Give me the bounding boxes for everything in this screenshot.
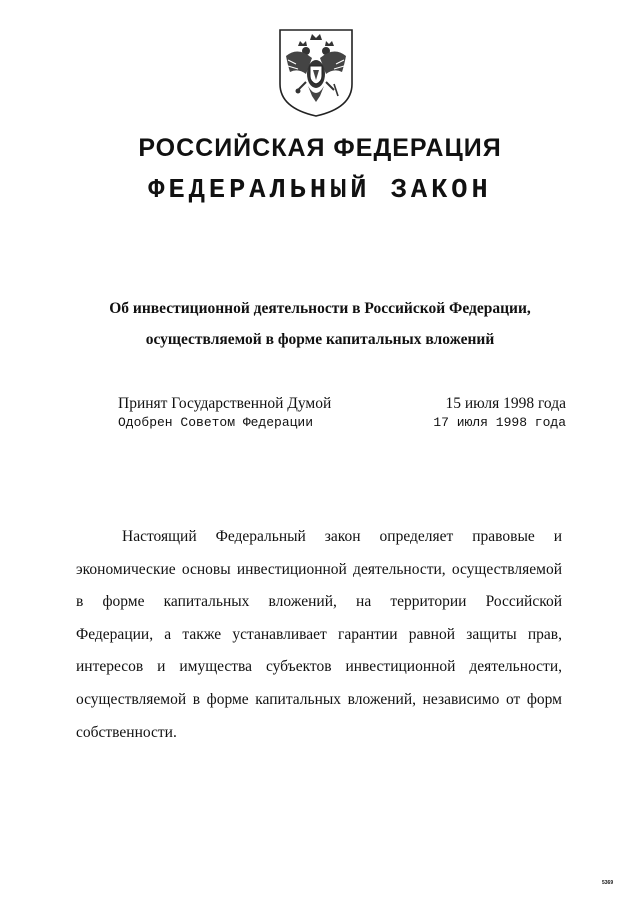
body-line: осуществляемой в форме капитальных вложений, независимо от форм	[76, 690, 562, 708]
law-title-line-2: осуществляемой в форме капитальных вложений	[145, 331, 495, 348]
document-type-heading: ФЕДЕРАЛЬНЫЙ ЗАКОН	[148, 176, 492, 206]
country-heading: РОССИЙСКАЯ ФЕДЕРАЦИЯ	[138, 134, 502, 162]
page-number: 5369	[602, 880, 614, 886]
body-line: экономические основы инвестиционной деятельности, осуществляемой	[76, 560, 562, 578]
body-line: Настоящий Федеральный закон определяет правовые и	[122, 528, 562, 545]
council-approval-date: 17 июля 1998 года	[433, 415, 566, 430]
body-line: Федерации, а также устанавливает гарантии равной защиты прав,	[76, 625, 562, 643]
law-title-line-1: Об инвестиционной деятельности в Российской Федерации,	[109, 300, 531, 317]
adoption-row-duma	[118, 395, 566, 413]
russian-coat-of-arms-icon	[276, 26, 356, 118]
body-line: собственности.	[76, 723, 177, 741]
preamble-paragraph	[76, 521, 562, 749]
adoption-row-council	[118, 415, 566, 430]
council-approval-label: Одобрен Советом Федерации	[118, 415, 314, 430]
duma-adoption-date: 15 июля 1998 года	[445, 395, 566, 412]
coat-of-arms-emblem	[276, 26, 356, 118]
body-line: интересов и имущества субъектов инвестиционной деятельности,	[76, 658, 562, 676]
duma-adoption-label: Принят Государственной Думой	[118, 395, 332, 412]
body-line: в форме капитальных вложений, на территории Российской	[76, 593, 562, 611]
